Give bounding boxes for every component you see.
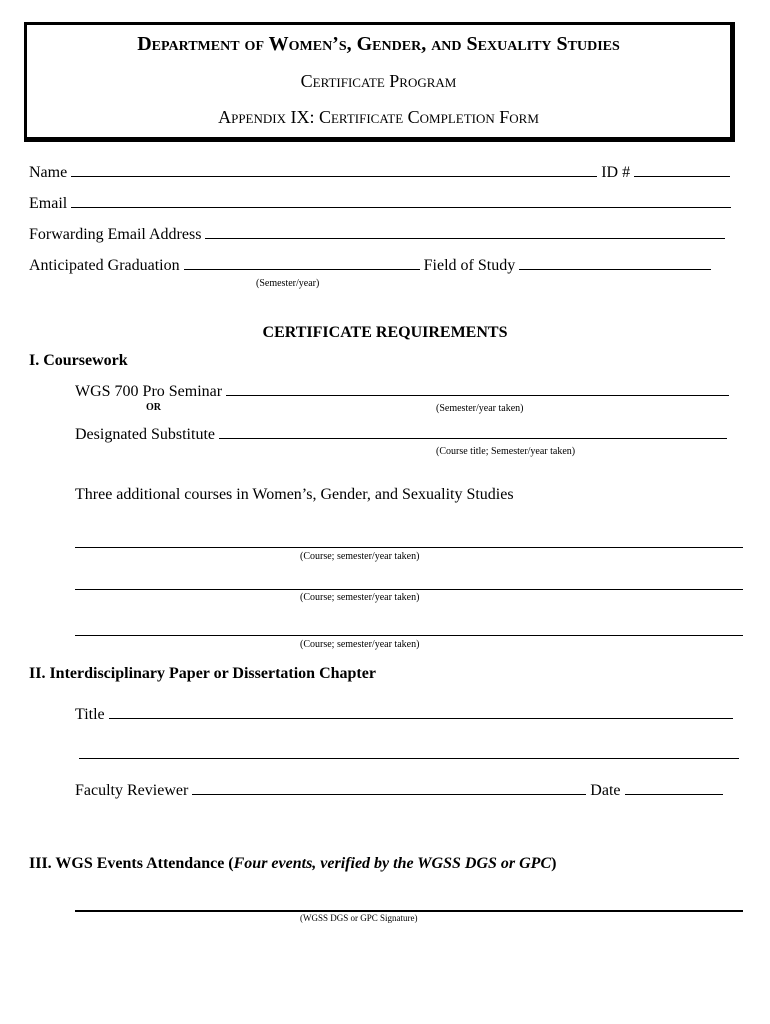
or-label: OR <box>146 402 161 413</box>
substitute-field[interactable] <box>219 424 727 439</box>
form-header <box>24 22 735 142</box>
events-heading-italic: Four events, verified by the WGSS DGS or GPC <box>233 855 552 872</box>
requirements-title: CERTIFICATE REQUIREMENTS <box>262 324 508 341</box>
signature-line[interactable] <box>75 910 743 912</box>
field-of-study-field[interactable] <box>519 255 711 270</box>
substitute-row <box>75 424 727 444</box>
graduation-row <box>29 255 711 275</box>
course-line-2[interactable] <box>75 589 743 590</box>
course-hint-2: (Course; semester/year taken) <box>300 592 420 603</box>
id-label: ID # <box>601 164 631 181</box>
events-heading <box>29 855 556 873</box>
additional-courses-text: Three additional courses in Women’s, Gender, and Sexuality Studies <box>75 486 514 503</box>
events-heading-main: III. WGS Events Attendance ( <box>29 855 234 872</box>
department-title: Department of Women’s, Gender, and Sexuality Studies <box>137 33 620 55</box>
forwarding-email-field[interactable] <box>205 224 725 239</box>
title-label: Title <box>75 706 105 723</box>
course-line-3[interactable] <box>75 635 743 636</box>
substitute-label: Designated Substitute <box>75 426 215 443</box>
seminar-row <box>75 381 729 401</box>
paper-heading: II. Interdisciplinary Paper or Dissertation Chapter <box>29 665 376 682</box>
title-row <box>75 704 733 724</box>
field-of-study-label: Field of Study <box>423 257 516 274</box>
coursework-heading: I. Coursework <box>29 352 128 369</box>
name-row <box>29 162 730 182</box>
reviewer-label: Faculty Reviewer <box>75 782 189 799</box>
reviewer-row <box>75 780 723 800</box>
date-label: Date <box>590 782 621 799</box>
reviewer-field[interactable] <box>192 780 586 795</box>
email-field[interactable] <box>71 193 731 208</box>
graduation-label: Anticipated Graduation <box>29 257 180 274</box>
events-heading-close: ) <box>551 855 557 872</box>
forwarding-row <box>29 224 725 244</box>
seminar-hint: (Semester/year taken) <box>436 403 524 414</box>
email-row <box>29 193 731 213</box>
seminar-field[interactable] <box>226 381 729 396</box>
name-label: Name <box>29 164 68 181</box>
substitute-hint: (Course title; Semester/year taken) <box>436 446 576 457</box>
graduation-hint: (Semester/year) <box>256 278 320 289</box>
date-field[interactable] <box>625 780 723 795</box>
email-label: Email <box>29 195 68 212</box>
course-hint-1: (Course; semester/year taken) <box>300 551 420 562</box>
graduation-field[interactable] <box>184 255 420 270</box>
course-hint-3: (Course; semester/year taken) <box>300 639 420 650</box>
paper-title-field[interactable] <box>109 704 733 719</box>
paper-title-line-2[interactable] <box>79 758 739 759</box>
course-line-1[interactable] <box>75 547 743 548</box>
forwarding-label: Forwarding Email Address <box>29 226 202 243</box>
signature-hint: (WGSS DGS or GPC Signature) <box>300 913 418 923</box>
seminar-label: WGS 700 Pro Seminar <box>75 383 223 400</box>
form-title: Appendix IX: Certificate Completion Form <box>218 107 539 127</box>
id-field[interactable] <box>634 162 730 177</box>
name-field[interactable] <box>71 162 597 177</box>
program-title: Certificate Program <box>300 71 457 91</box>
